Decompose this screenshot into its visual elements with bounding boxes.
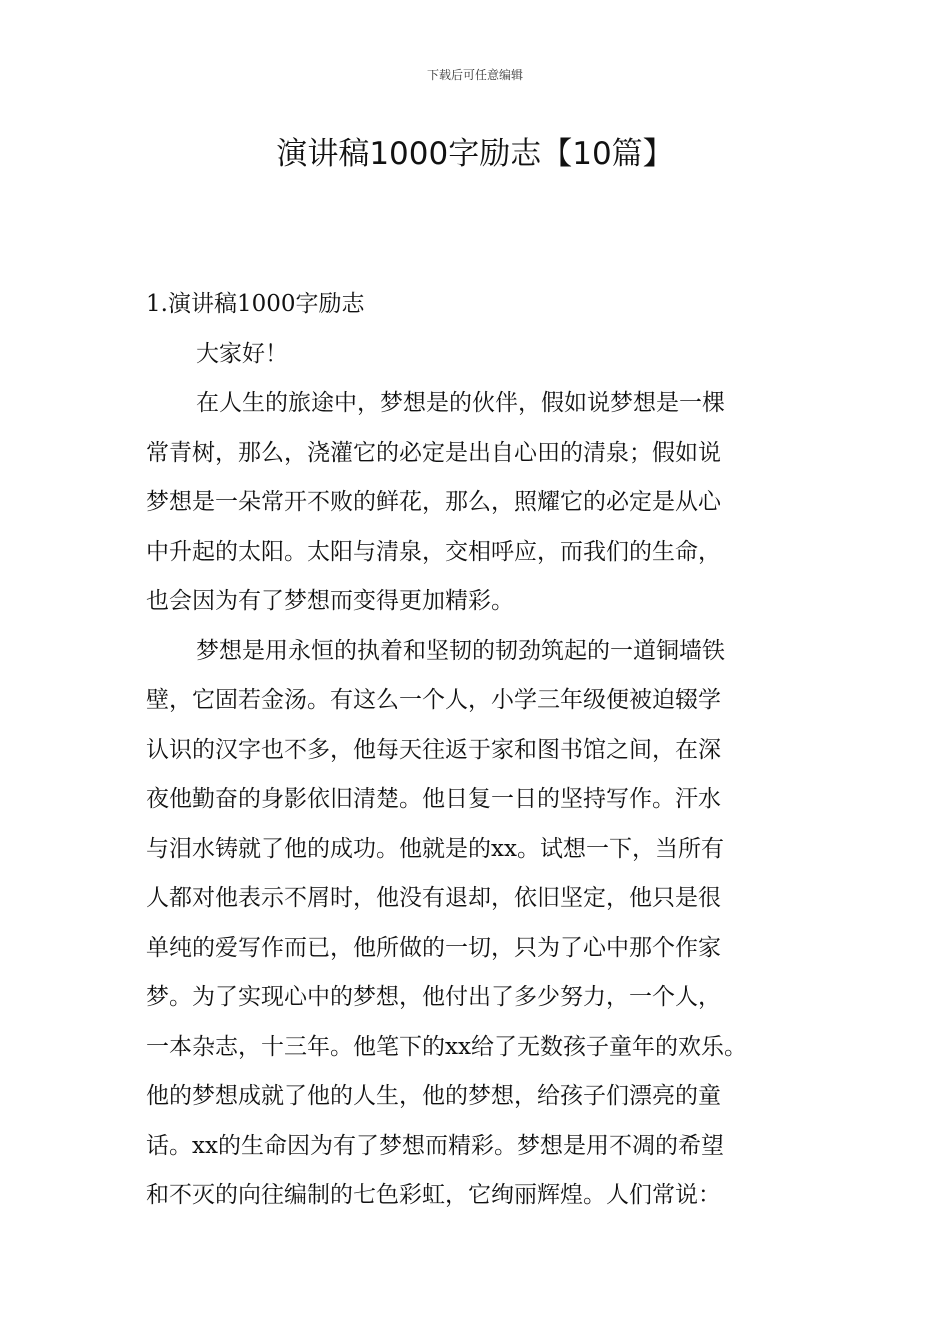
body-line: 认识的汉字也不多，他每天往返于家和图书馆之间，在深 (146, 736, 721, 763)
body-line: 一本杂志，十三年。他笔下的xx给了无数孩子童年的欢乐。 (146, 1033, 747, 1060)
body-line: 中升起的太阳。太阳与清泉，交相呼应，而我们的生命， (146, 538, 721, 565)
body-line: 他的梦想成就了他的人生，他的梦想，给孩子们漂亮的童 (146, 1083, 721, 1109)
document-body (146, 280, 826, 1221)
body-line: 话。xx的生命因为有了梦想而精彩。梦想是用不凋的希望 (146, 1132, 724, 1159)
section-heading: 1.演讲稿1000字励志 (146, 291, 365, 317)
body-line: 夜他勤奋的身影依旧清楚。他日复一日的坚持写作。汗水 (146, 786, 721, 812)
body-line: 大家好！ (196, 340, 288, 367)
body-line: 和不灭的向往编制的七色彩虹，它绚丽辉煌。人们常说： (146, 1182, 721, 1208)
body-line: 壁，它固若金汤。有这么一个人，小学三年级便被迫辍学 (146, 687, 721, 713)
document-title: 演讲稿1000字励志【10篇】 (276, 136, 674, 172)
body-line: 梦。为了实现心中的梦想，他付出了多少努力，一个人， (146, 984, 721, 1010)
body-line: 单纯的爱写作而已，他所做的一切，只为了心中那个作家 (146, 934, 721, 961)
body-line: 梦想是用永恒的执着和坚韧的韧劲筑起的一道铜墙铁 (196, 637, 725, 664)
page-header-note: 下载后可任意编辑 (426, 68, 523, 82)
body-line: 梦想是一朵常开不败的鲜花，那么，照耀它的必定是从心 (146, 489, 721, 515)
body-line: 人都对他表示不屑时，他没有退却，依旧坚定，他只是很 (146, 885, 721, 911)
body-line: 常青树，那么，浇灌它的必定是出自心田的清泉；假如说 (146, 439, 721, 466)
body-line: 与泪水铸就了他的成功。他就是的xx。试想一下，当所有 (146, 835, 724, 862)
body-line: 也会因为有了梦想而变得更加精彩。 (146, 588, 514, 614)
body-line: 在人生的旅途中，梦想是的伙伴，假如说梦想是一棵 (196, 390, 725, 416)
